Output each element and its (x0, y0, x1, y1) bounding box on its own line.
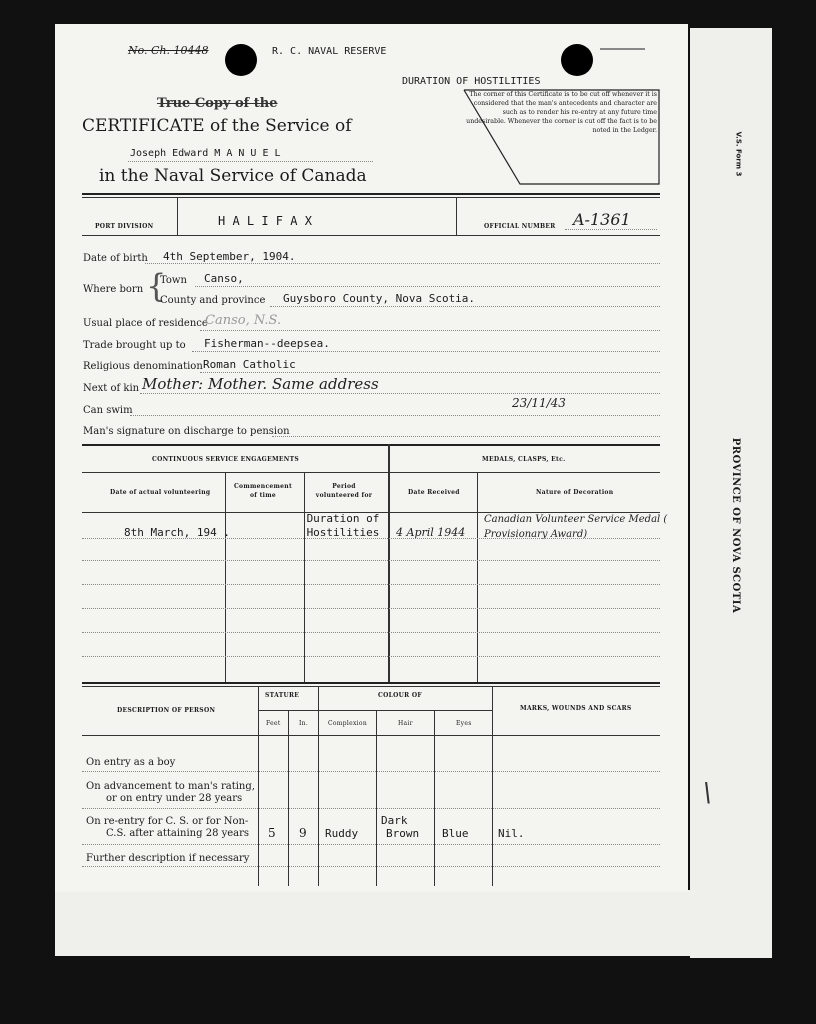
side-handwriting: \ (703, 778, 712, 808)
service-col-commencement: Commencement of time (233, 483, 293, 499)
can-swim-label: Can swim (83, 405, 133, 416)
divider (82, 735, 660, 736)
divider (82, 444, 660, 446)
divider (177, 197, 178, 235)
medals-col-date: Date Received (408, 489, 460, 496)
service-period-value: Duration of Hostilities (306, 512, 380, 539)
official-number-value: A-1361 (573, 210, 631, 229)
service-title: in the Naval Service of Canada (99, 166, 367, 186)
county-label: County and province (160, 295, 266, 306)
field-line (130, 415, 660, 416)
inches-value: 9 (299, 826, 307, 840)
table-line (82, 632, 660, 633)
field-line (200, 330, 660, 331)
name-line (128, 161, 373, 162)
service-heading: CONTINUOUS SERVICE ENGAGEMENTS (152, 456, 299, 463)
service-col-period: Period volunteered for (315, 483, 373, 499)
province-label: PROVINCE OF NOVA SCOTIA (730, 437, 742, 614)
table-line (82, 866, 660, 867)
trade-label: Trade brought up to (83, 340, 186, 351)
divider (82, 472, 660, 473)
ref-number: No. Ch. 10448 (128, 44, 209, 57)
next-of-kin-label: Next of kin (83, 383, 140, 394)
bottom-strip (55, 890, 770, 956)
table-line (82, 584, 660, 585)
eyes-heading: Eyes (456, 720, 472, 727)
divider (258, 686, 259, 886)
brace-icon: { (146, 267, 167, 305)
medals-col-nature: Nature of Decoration (536, 489, 614, 496)
table-line (82, 656, 660, 657)
field-line (140, 393, 660, 394)
table-line (82, 608, 660, 609)
hair-value-2: Brown (386, 827, 420, 840)
divider (82, 235, 660, 236)
punch-hole-left (225, 44, 257, 76)
row-advancement-label: On advancement to man's rating, (86, 781, 255, 792)
medals-heading: MEDALS, CLASPS, Etc. (482, 456, 566, 463)
table-line (82, 808, 660, 809)
inches-heading: In. (299, 720, 309, 727)
divider (82, 686, 660, 687)
field-line (200, 372, 660, 373)
divider (304, 472, 305, 682)
divider (225, 472, 226, 682)
residence-label: Usual place of residence (83, 318, 208, 329)
table-line (82, 844, 660, 845)
residence-value: Canso, N.S. (205, 313, 282, 328)
reserve-label: R. C. NAVAL RESERVE (272, 46, 387, 57)
form-number: V.S. Form 3 (734, 131, 743, 177)
divider (82, 682, 660, 684)
religion-label: Religious denomination (83, 361, 203, 372)
signature-label: Man's signature on discharge to pension (83, 426, 290, 437)
official-number-label: OFFICIAL NUMBER (484, 223, 556, 230)
divider (288, 710, 289, 886)
field-line (195, 286, 660, 287)
divider (82, 193, 660, 195)
divider (388, 444, 390, 682)
row-reentry-label-2: C.S. after attaining 28 years (106, 828, 250, 839)
hair-heading: Hair (398, 720, 413, 727)
feet-value: 5 (268, 826, 276, 840)
divider (376, 710, 377, 886)
header-stroke (600, 48, 645, 50)
marks-value: Nil. (498, 827, 525, 840)
row-boy-label: On entry as a boy (86, 757, 176, 768)
can-swim-value: 23/11/43 (512, 396, 566, 410)
person-name: Joseph Edward M A N U E L (130, 148, 281, 159)
divider (434, 710, 435, 886)
stature-heading: STATURE (265, 692, 300, 699)
dob-value: 4th September, 1904. (163, 250, 296, 263)
dob-label: Date of birth (83, 253, 148, 264)
medal-decoration-value: Canadian Volunteer Service Medal ( Provisionary Award) (484, 514, 668, 540)
field-line (145, 263, 660, 264)
eyes-value: Blue (442, 827, 469, 840)
field-line (192, 351, 660, 352)
row-further-label: Further description if necessary (86, 853, 250, 864)
port-division-value: H A L I F A X (218, 214, 312, 228)
official-number-line (565, 229, 657, 230)
religion-value: Roman Catholic (203, 358, 296, 371)
town-value: Canso, (204, 272, 244, 285)
county-value: Guysboro County, Nova Scotia. (283, 292, 476, 305)
description-heading: DESCRIPTION OF PERSON (117, 707, 216, 714)
where-born-label: Where born (83, 284, 144, 295)
true-copy-label: True Copy of the (157, 96, 278, 111)
field-line (272, 436, 660, 437)
row-reentry-label: On re-entry for C. S. or for Non- (86, 816, 249, 827)
divider (82, 197, 660, 198)
service-col-volunteering: Date of actual volunteering (110, 489, 211, 496)
feet-heading: Feet (266, 720, 281, 727)
town-label: Town (160, 275, 187, 286)
colour-heading: COLOUR OF (378, 692, 422, 699)
service-date-value: 8th March, 194 . (124, 526, 230, 539)
table-line (82, 560, 660, 561)
divider (492, 686, 493, 886)
punch-hole-right (561, 44, 593, 76)
row-advancement-label-2: or on entry under 28 years (106, 793, 243, 804)
complexion-heading: Complexion (328, 720, 367, 727)
divider (477, 472, 478, 682)
medal-date-value: 4 April 1944 (396, 526, 466, 539)
trade-value: Fisherman--deepsea. (204, 337, 330, 350)
corner-note: The corner of this Certificate is to be cut off whenever it is considered that the man's antecedents and character are such as to render his re-entry at any future time undesirable. Whenever the corner is cut off the fact is to be noted in the Ledger. (466, 91, 657, 134)
duration-label: DURATION OF HOSTILITIES (402, 76, 541, 87)
marks-heading: MARKS, WOUNDS AND SCARS (520, 705, 632, 712)
field-line (270, 306, 660, 307)
hair-value-1: Dark (381, 814, 408, 827)
divider (456, 197, 457, 235)
table-line (82, 771, 660, 772)
certificate-title: CERTIFICATE of the Service of (82, 116, 352, 136)
divider (318, 686, 319, 886)
port-division-label: PORT DIVISION (95, 223, 154, 230)
table-line (82, 538, 660, 539)
next-of-kin-value: Mother: Mother. Same address (142, 375, 379, 393)
complexion-value: Ruddy (325, 827, 359, 840)
